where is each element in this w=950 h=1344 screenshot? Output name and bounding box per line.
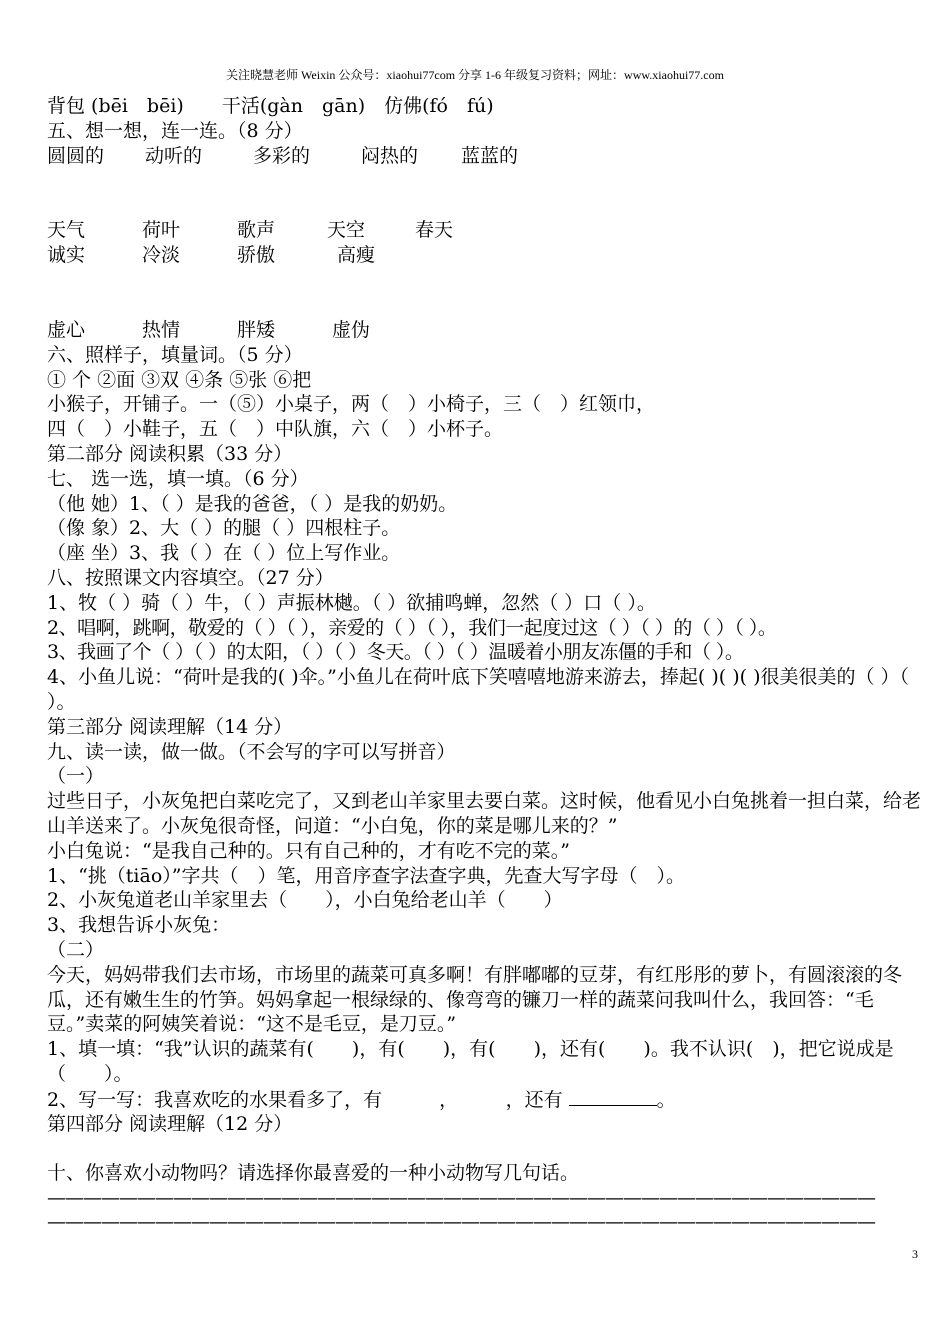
choose-question: （座 坐）3、我（ ）在（ ）位上写作业。 (47, 542, 401, 565)
reading-question: 1、填一填：“我”认识的蔬菜有( )，有( )，有( )，还有( )。我不认识( )，把它说成是（ ）。 (47, 1038, 894, 1085)
answer-blank[interactable] (569, 1087, 657, 1106)
worksheet-body (47, 94, 922, 1234)
match-word: 骄傲 (237, 244, 276, 267)
measure-word-line: 小猴子，开铺子。一（⑤）小桌子，两（ ）小椅子，三（ ）红领巾， (47, 393, 656, 416)
passage-2-text: 今天，妈妈带我们去市场，市场里的蔬菜可真多啊！有胖嘟嘟的豆芽，有红彤彤的萝卜，有圆滚滚的冬瓜，还有嫩生生的竹笋。妈妈拿起一根绿绿的、像弯弯的镰刀一样的蔬菜问我叫什么，我回答：“毛豆。”卖菜的阿姨笑着说：“这不是毛豆，是刀豆。” (47, 963, 903, 1036)
match-word: 圆圆的 (47, 144, 105, 167)
match-word: 天气 (47, 219, 86, 242)
reading-question (47, 1087, 922, 1113)
choose-question: （像 象）2、大（ ）的腿（ ）四根柱子。 (47, 517, 401, 540)
part-4-heading: 第四部分 阅读理解（12 分） (47, 1113, 293, 1136)
match-word: 热情 (142, 318, 181, 341)
passage-1-text: 小白兔说：“是我自己种的。只有自己种的，才有吃不完的菜。” (47, 839, 570, 862)
pinyin-line: 背包 (bēi bēi) 干活(gàn gān) 仿佛(fó fú) (47, 95, 494, 117)
reading-question: 2、小灰兔道老山羊家里去（ ），小白兔给老山羊（ ） (47, 889, 563, 912)
section-9-title: 九、读一读，做一做。（不会写的字可以写拼音） (47, 740, 456, 763)
match-word: 蓝蓝的 (461, 144, 519, 167)
question-end: 。 (656, 1088, 676, 1111)
section-7-title: 七、 选一选，填一填。（6 分） (47, 467, 309, 490)
match-word: 诚实 (47, 244, 86, 267)
measure-word-options: ① 个 ②面 ③双 ④条 ⑤张 ⑥把 (47, 368, 312, 391)
page-number: 3 (912, 1247, 918, 1261)
match-row-adjectives (47, 144, 922, 169)
passage-1-text: 过些日子，小灰兔把白菜吃完了，又到老山羊家里去要白菜。这时候，他看见小白兔挑着一担白菜，给老山羊送来了。小灰兔很奇怪，问道：“小白兔，你的菜是哪儿来的？” (47, 790, 922, 837)
writing-line[interactable]: —————————————————————————————————————————————— (47, 1187, 875, 1210)
reading-question: 3、我想告诉小灰兔： (47, 914, 231, 937)
section-10-title: 十、你喜欢小动物吗？请选择你最喜爱的一种小动物写几句话。 (47, 1162, 580, 1185)
part-3-heading: 第三部分 阅读理解（14 分） (47, 715, 293, 738)
match-word: 虚伪 (332, 318, 371, 341)
part-2-heading: 第二部分 阅读积累（33 分） (47, 442, 293, 465)
match-word: 胖矮 (237, 318, 276, 341)
choose-question: （他 她）1、（ ）是我的爸爸，（ ）是我的奶奶。 (47, 492, 458, 515)
fill-question: 4、小鱼儿说：“荷叶是我的( )伞。”小鱼儿在荷叶底下笑嘻嘻地游来游去，捧起( )( )( )很美很美的（ ）（ ）。 (47, 666, 910, 713)
match-row-nouns (47, 218, 922, 243)
match-word: 多彩的 (253, 144, 311, 167)
match-row-antonyms (47, 318, 922, 343)
section-5-title: 五、想一想，连一连。（8 分） (47, 119, 303, 142)
passage-2-label: （二） (47, 938, 105, 961)
page-header: 关注晓慧老师 Weixin 公众号：xiaohui77com 分享 1-6 年级复习资料；网址：www.xiaohui77.com (226, 68, 724, 82)
fill-question: 2、唱啊，跳啊，敬爱的（ ）（ ），亲爱的（ ）（ ），我们一起度过这（ ）（ ）的（ ）（ ）。 (47, 616, 777, 639)
fill-question: 1、牧（ ）骑（ ）牛，（ ）声振林樾。（ ）欲捕鸣蝉，忽然（ ）口（ ）。 (47, 591, 656, 614)
writing-line[interactable]: —————————————————————————————————————————————— (47, 1211, 875, 1234)
measure-word-line: 四（ ）小鞋子，五（ ）中队旗，六（ ）小杯子。 (47, 418, 504, 441)
fill-question: 3、我画了个（ ）（ ）的太阳，（ ）（ ）冬天。（ ）（ ）温暖着小朋友冻僵的手和（ ）。 (47, 641, 744, 664)
match-word: 春天 (415, 219, 454, 242)
match-word: 歌声 (237, 219, 276, 242)
match-word: 虚心 (47, 318, 86, 341)
match-word: 冷淡 (142, 244, 181, 267)
question-text: 2、写一写：我喜欢吃的水果看多了，有 ， ，还有 (47, 1088, 569, 1111)
match-word: 高瘦 (337, 244, 376, 267)
match-word: 动听的 (145, 144, 203, 167)
match-word: 天空 (327, 219, 366, 242)
passage-1-label: （一） (47, 765, 105, 788)
match-word: 荷叶 (142, 219, 181, 242)
match-word: 闷热的 (361, 144, 419, 167)
match-row-words (47, 243, 922, 268)
section-6-title: 六、照样子，填量词。（5 分） (47, 343, 303, 366)
reading-question: 1、“挑（tiāo）”字共（ ）笔，用音序查字法查字典，先查大写字母（ ）。 (47, 864, 685, 887)
section-8-title: 八、按照课文内容填空。（27 分） (47, 566, 334, 589)
